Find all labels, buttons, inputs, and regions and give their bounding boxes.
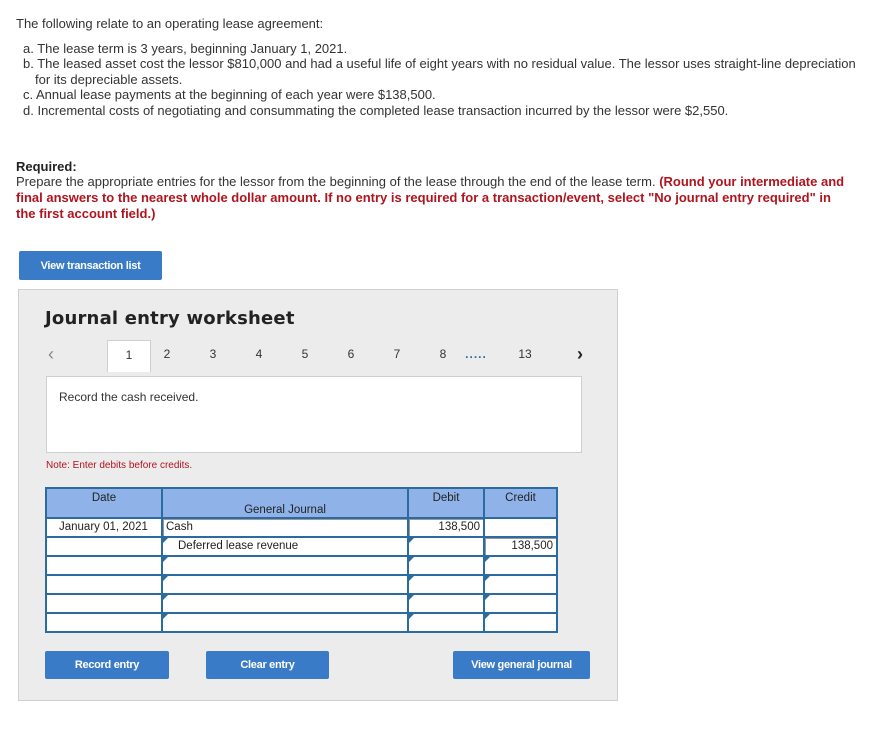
chevron-right-icon[interactable]: › [577,344,583,364]
transaction-description-box [46,376,582,453]
problem-item-c: c. Annual lease payments at the beginning of each year were $138,500. [23,87,436,102]
page-tab-4[interactable]: 4 [255,347,263,361]
problem-statement [16,16,856,118]
page-tab-3[interactable]: 3 [209,347,217,361]
account-value: Deferred lease revenue [178,540,299,552]
credit-field[interactable] [485,557,556,574]
account-field[interactable] [163,595,407,612]
credit-field[interactable] [485,576,556,593]
entry-note: Note: Enter debits before credits. [46,460,193,471]
page-ellipsis: ..... [465,347,487,361]
credit-value: 138,500 [511,540,553,552]
header-credit: Credit [484,488,557,518]
required-body: Prepare the appropriate entries for the lessor from the beginning of the lease through the end of the lease term. [16,174,656,189]
chevron-left-icon[interactable]: ‹ [48,344,54,364]
account-field[interactable] [163,519,407,536]
debit-field[interactable] [409,519,483,536]
required-title: Required: [16,159,77,174]
dropdown-marker-icon [485,557,490,562]
header-general-journal: General Journal [162,488,408,518]
debit-field[interactable] [409,614,483,631]
table-row [46,575,557,594]
journal-table [45,487,558,633]
journal-header-row [46,488,557,518]
debit-field[interactable] [409,557,483,574]
date-cell[interactable] [47,595,161,612]
date-cell[interactable] [47,538,161,555]
page-tab-5[interactable]: 5 [301,347,309,361]
view-transaction-list-button[interactable]: View transaction list [19,251,162,280]
date-cell[interactable]: January 01, 2021 [59,521,148,533]
debit-value: 138,500 [438,521,480,533]
header-date: Date [46,488,162,518]
page-tab-13[interactable]: 13 [518,347,532,361]
account-field[interactable] [163,576,407,593]
required-text [16,174,846,222]
header-debit: Debit [408,488,484,518]
problem-item-b: b. The leased asset cost the lessor $810,000 and had a useful life of eight years with no residual value. The lessor uses straight-line depreciation for its depreciable assets. [23,56,856,87]
account-field[interactable] [163,557,407,574]
page-tab-8[interactable]: 8 [439,347,447,361]
clear-entry-button[interactable]: Clear entry [206,651,329,679]
dropdown-marker-icon [163,595,168,600]
page-tab-2[interactable]: 2 [163,347,171,361]
account-field[interactable] [163,614,407,631]
dropdown-marker-icon [485,576,490,581]
dropdown-marker-icon [485,595,490,600]
dropdown-marker-icon [163,576,168,581]
debit-field[interactable] [409,576,483,593]
dropdown-marker-icon [485,614,490,619]
problem-item-a: a. The lease term is 3 years, beginning January 1, 2021. [23,40,348,56]
problem-item-d: d. Incremental costs of negotiating and consummating the completed lease transaction incurred by the lessor were $2,550. [23,102,729,118]
dropdown-marker-icon [409,614,414,619]
credit-field[interactable] [485,519,556,536]
page-tab-1[interactable]: 1 [107,340,151,372]
dropdown-marker-icon [409,557,414,562]
dropdown-marker-icon [409,595,414,600]
table-row [46,537,557,556]
view-general-journal-button[interactable]: View general journal [453,651,590,679]
account-field[interactable] [163,538,407,555]
dropdown-marker-icon [163,538,168,543]
page-tab-7[interactable]: 7 [393,347,401,361]
dropdown-marker-icon [409,576,414,581]
credit-field[interactable] [485,614,556,631]
worksheet-title: Journal entry worksheet [45,308,295,329]
dropdown-marker-icon [409,538,414,543]
table-row [46,613,557,632]
credit-field[interactable] [485,538,556,555]
date-cell[interactable] [47,576,161,593]
credit-field[interactable] [485,595,556,612]
date-cell[interactable] [47,614,161,631]
required-instruction: (Round your intermediate and final answers to the nearest whole dollar amount. If no entry is required for a transaction/event, select "No journal entry required" in the first account field.) [16,174,845,221]
problem-intro: The following relate to an operating lease agreement: [16,16,324,31]
problem-list [23,41,856,119]
date-cell[interactable] [47,557,161,574]
transaction-description: Record the cash received. [59,390,199,404]
journal-entry-worksheet [18,289,618,701]
worksheet-pager [45,340,605,370]
dropdown-marker-icon [163,557,168,562]
table-row [46,556,557,575]
page-tab-6[interactable]: 6 [347,347,355,361]
dropdown-marker-icon [163,614,168,619]
record-entry-button[interactable]: Record entry [45,651,169,679]
table-row [46,594,557,613]
account-value: Cash [166,521,193,533]
debit-field[interactable] [409,538,483,555]
table-row [46,518,557,537]
debit-field[interactable] [409,595,483,612]
